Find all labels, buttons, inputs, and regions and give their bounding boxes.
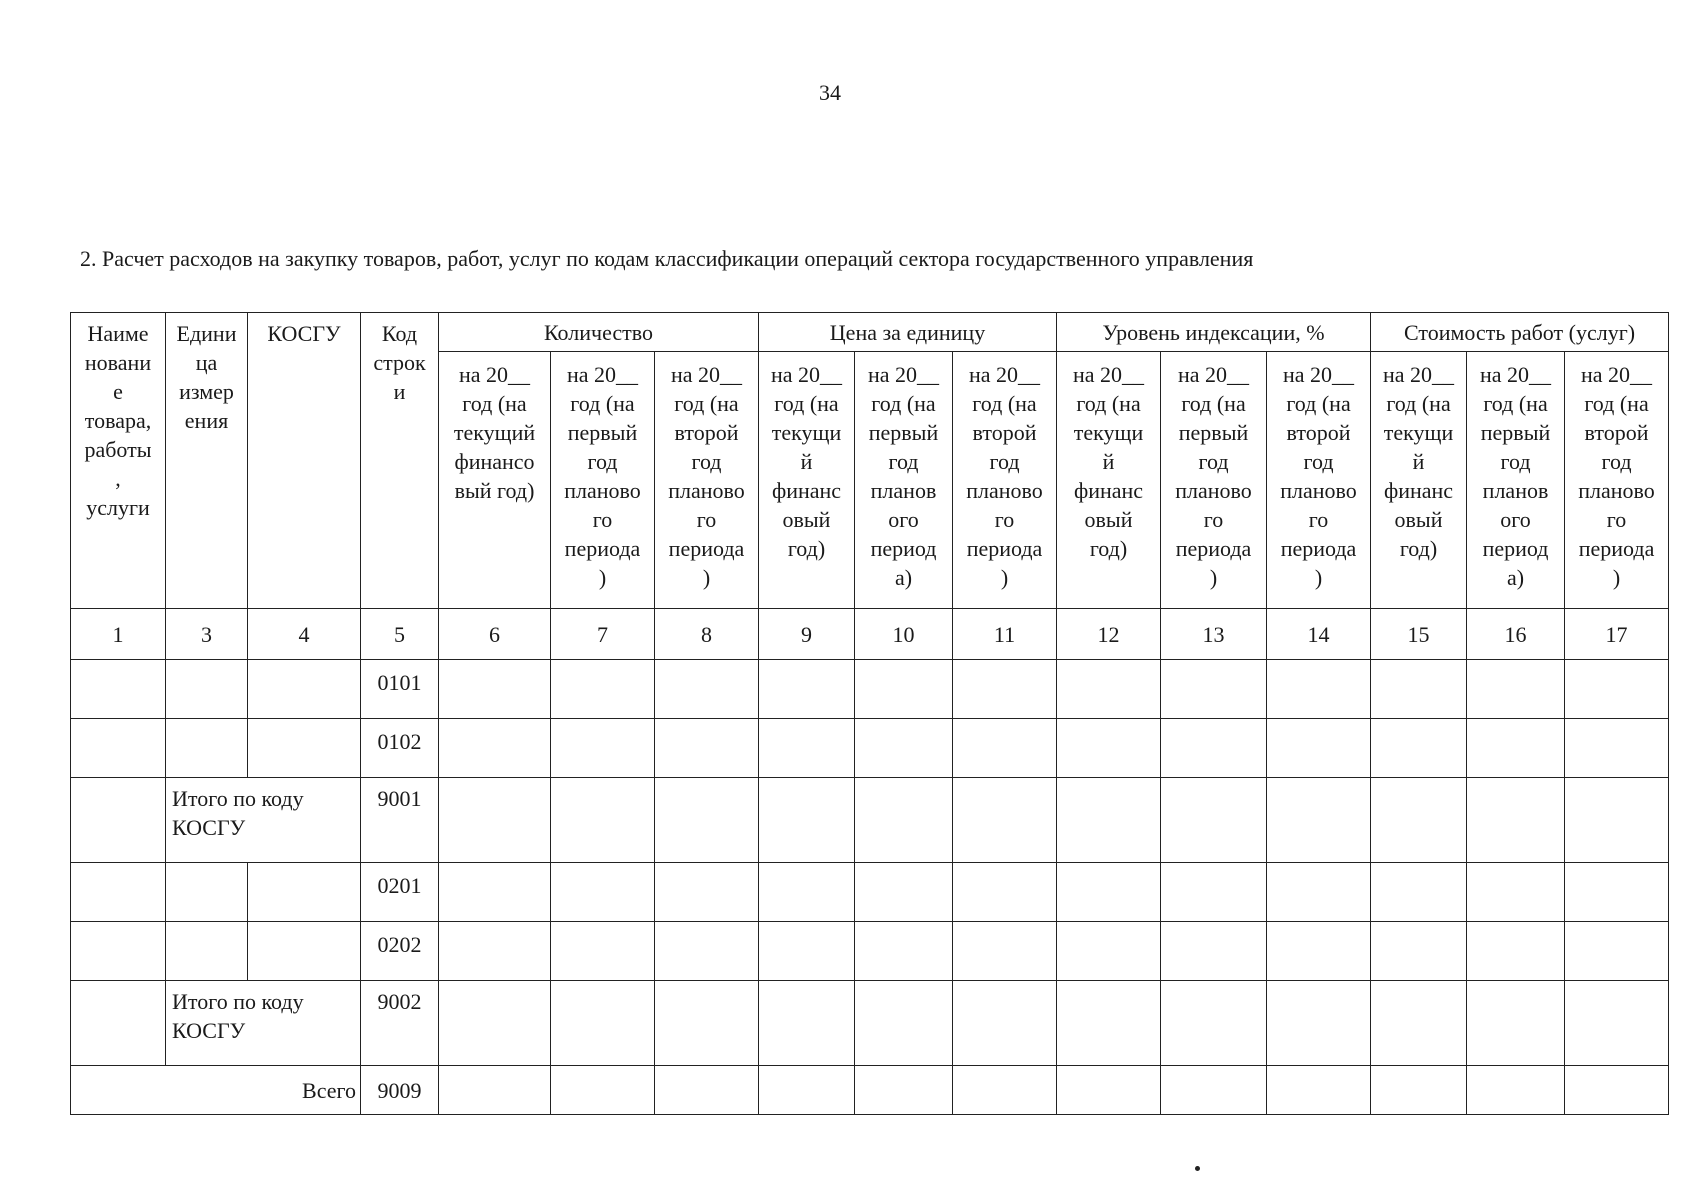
- value-cell[interactable]: [1467, 1066, 1565, 1115]
- value-cell[interactable]: [551, 922, 655, 981]
- sub-header-col-7: на 20__ год (на первый год планово го периода ): [551, 352, 655, 609]
- value-cell[interactable]: [1371, 922, 1467, 981]
- value-cell[interactable]: [439, 719, 551, 778]
- value-cell[interactable]: [953, 922, 1057, 981]
- value-cell[interactable]: [759, 863, 855, 922]
- value-cell[interactable]: [1267, 922, 1371, 981]
- value-cell[interactable]: [551, 719, 655, 778]
- value-cell[interactable]: [1371, 778, 1467, 863]
- column-number: 9: [759, 609, 855, 660]
- value-cell[interactable]: [953, 1066, 1057, 1115]
- row-code: 0201: [361, 863, 439, 922]
- value-cell[interactable]: [439, 981, 551, 1066]
- value-cell[interactable]: [1565, 719, 1669, 778]
- value-cell[interactable]: [1057, 922, 1161, 981]
- value-cell[interactable]: [439, 922, 551, 981]
- column-number: 17: [1565, 609, 1669, 660]
- value-cell[interactable]: [551, 1066, 655, 1115]
- value-cell[interactable]: [1371, 1066, 1467, 1115]
- value-cell[interactable]: [1467, 660, 1565, 719]
- row-code: 0202: [361, 922, 439, 981]
- value-cell[interactable]: [1267, 719, 1371, 778]
- sub-header-col-16: на 20__ год (на первый год планов ого период а): [1467, 352, 1565, 609]
- value-cell[interactable]: [1565, 660, 1669, 719]
- value-cell[interactable]: [1267, 981, 1371, 1066]
- value-cell[interactable]: [1161, 981, 1267, 1066]
- value-cell[interactable]: [551, 778, 655, 863]
- value-cell[interactable]: [655, 719, 759, 778]
- value-cell[interactable]: [855, 863, 953, 922]
- value-cell[interactable]: [1161, 778, 1267, 863]
- table-row: [71, 863, 1669, 922]
- value-cell[interactable]: [1565, 1066, 1669, 1115]
- value-cell[interactable]: [1057, 1066, 1161, 1115]
- value-cell[interactable]: [855, 981, 953, 1066]
- value-cell[interactable]: [655, 922, 759, 981]
- row-code: 9002: [361, 981, 439, 1066]
- value-cell[interactable]: [1565, 981, 1669, 1066]
- subtotal-label: Итого по коду КОСГУ: [166, 778, 361, 863]
- value-cell[interactable]: [655, 863, 759, 922]
- value-cell[interactable]: [953, 863, 1057, 922]
- value-cell[interactable]: [759, 1066, 855, 1115]
- value-cell[interactable]: [655, 660, 759, 719]
- value-cell[interactable]: [1057, 981, 1161, 1066]
- grand-total-row: [71, 1066, 1669, 1115]
- value-cell[interactable]: [855, 778, 953, 863]
- sub-header-col-6: на 20__ год (на текущий финансо вый год): [439, 352, 551, 609]
- column-number: 13: [1161, 609, 1267, 660]
- value-cell[interactable]: [953, 981, 1057, 1066]
- sub-header-col-9: на 20__ год (на текущи й финанс овый год): [759, 352, 855, 609]
- value-cell[interactable]: [855, 1066, 953, 1115]
- header-group-unit-price: Цена за единицу: [759, 313, 1057, 352]
- subtotal-row: [71, 981, 1669, 1066]
- table-row: [71, 719, 1669, 778]
- header-group-quantity: Количество: [439, 313, 759, 352]
- column-number: 4: [248, 609, 361, 660]
- scan-dot: [1195, 1166, 1200, 1171]
- value-cell[interactable]: [1267, 660, 1371, 719]
- column-number: 1: [71, 609, 166, 660]
- value-cell[interactable]: [855, 922, 953, 981]
- value-cell[interactable]: [759, 719, 855, 778]
- sub-header-col-12: на 20__ год (на текущи й финанс овый год): [1057, 352, 1161, 609]
- row-code: 0102: [361, 719, 439, 778]
- value-cell[interactable]: [759, 660, 855, 719]
- sub-header-col-8: на 20__ год (на второй год планово го периода ): [655, 352, 759, 609]
- subtotal-label: Итого по коду КОСГУ: [166, 981, 361, 1066]
- row-code: 0101: [361, 660, 439, 719]
- value-cell[interactable]: [1161, 922, 1267, 981]
- value-cell[interactable]: [1467, 863, 1565, 922]
- column-number: 5: [361, 609, 439, 660]
- value-cell[interactable]: [439, 863, 551, 922]
- value-cell[interactable]: [1467, 719, 1565, 778]
- value-cell[interactable]: [1161, 863, 1267, 922]
- row-code: 9009: [361, 1066, 439, 1115]
- value-cell[interactable]: [1057, 778, 1161, 863]
- column-number: 6: [439, 609, 551, 660]
- sub-header-col-17: на 20__ год (на второй год планово го периода ): [1565, 352, 1669, 609]
- value-cell[interactable]: [1161, 660, 1267, 719]
- value-cell[interactable]: [1057, 863, 1161, 922]
- value-cell[interactable]: [1565, 922, 1669, 981]
- value-cell[interactable]: [1467, 981, 1565, 1066]
- value-cell[interactable]: [855, 719, 953, 778]
- sub-header-col-15: на 20__ год (на текущи й финанс овый год): [1371, 352, 1467, 609]
- value-cell[interactable]: [1161, 1066, 1267, 1115]
- table-row: [71, 660, 1669, 719]
- sub-header-col-13: на 20__ год (на первый год планово го периода ): [1161, 352, 1267, 609]
- value-cell[interactable]: [551, 660, 655, 719]
- value-cell[interactable]: [1267, 1066, 1371, 1115]
- subtotal-row: [71, 778, 1669, 863]
- value-cell[interactable]: [1267, 778, 1371, 863]
- column-number: 14: [1267, 609, 1371, 660]
- value-cell[interactable]: [1467, 778, 1565, 863]
- column-number: 15: [1371, 609, 1467, 660]
- value-cell[interactable]: [551, 863, 655, 922]
- value-cell[interactable]: [1267, 863, 1371, 922]
- value-cell[interactable]: [1565, 778, 1669, 863]
- value-cell[interactable]: [439, 660, 551, 719]
- column-number-row: [71, 609, 1669, 660]
- expense-calculation-table-wrap: [70, 312, 1656, 1115]
- value-cell[interactable]: [855, 660, 953, 719]
- value-cell[interactable]: [759, 922, 855, 981]
- header-group-cost: Стоимость работ (услуг): [1371, 313, 1669, 352]
- value-cell[interactable]: [1371, 981, 1467, 1066]
- column-number: 12: [1057, 609, 1161, 660]
- column-number: 3: [166, 609, 248, 660]
- value-cell[interactable]: [759, 778, 855, 863]
- sub-header-col-10: на 20__ год (на первый год планов ого период а): [855, 352, 953, 609]
- value-cell[interactable]: [655, 778, 759, 863]
- column-number: 11: [953, 609, 1057, 660]
- value-cell[interactable]: [1371, 863, 1467, 922]
- value-cell[interactable]: [1371, 719, 1467, 778]
- value-cell[interactable]: [551, 981, 655, 1066]
- value-cell[interactable]: [439, 778, 551, 863]
- value-cell[interactable]: [1371, 660, 1467, 719]
- column-number: 8: [655, 609, 759, 660]
- value-cell[interactable]: [1057, 719, 1161, 778]
- value-cell[interactable]: [655, 1066, 759, 1115]
- value-cell[interactable]: [759, 981, 855, 1066]
- sub-header-col-11: на 20__ год (на второй год планово го периода ): [953, 352, 1057, 609]
- sub-header-col-14: на 20__ год (на второй год планово го периода ): [1267, 352, 1371, 609]
- value-cell[interactable]: [1565, 863, 1669, 922]
- value-cell[interactable]: [1467, 922, 1565, 981]
- value-cell[interactable]: [1161, 719, 1267, 778]
- value-cell[interactable]: [953, 719, 1057, 778]
- value-cell[interactable]: [439, 1066, 551, 1115]
- section-heading: 2. Расчет расходов на закупку товаров, работ, услуг по кодам классификации операций сектора государственного управления: [80, 246, 1254, 271]
- value-cell[interactable]: [655, 981, 759, 1066]
- header-unit: Едини ца измер ения: [166, 313, 248, 609]
- header-group-indexation: Уровень индексации, %: [1057, 313, 1371, 352]
- header-kosgu: КОСГУ: [248, 313, 361, 609]
- grand-total-label: Всего: [71, 1066, 361, 1115]
- row-code: 9001: [361, 778, 439, 863]
- value-cell[interactable]: [953, 660, 1057, 719]
- value-cell[interactable]: [1057, 660, 1161, 719]
- column-number: 7: [551, 609, 655, 660]
- page-number: 34: [819, 80, 841, 105]
- table-row: [71, 922, 1669, 981]
- column-number: 16: [1467, 609, 1565, 660]
- value-cell[interactable]: [953, 778, 1057, 863]
- header-code: Код строк и: [361, 313, 439, 609]
- header-name: Наиме новани е товара, работы , услуги: [71, 313, 166, 609]
- expense-calculation-table: [70, 312, 1669, 1115]
- column-number: 10: [855, 609, 953, 660]
